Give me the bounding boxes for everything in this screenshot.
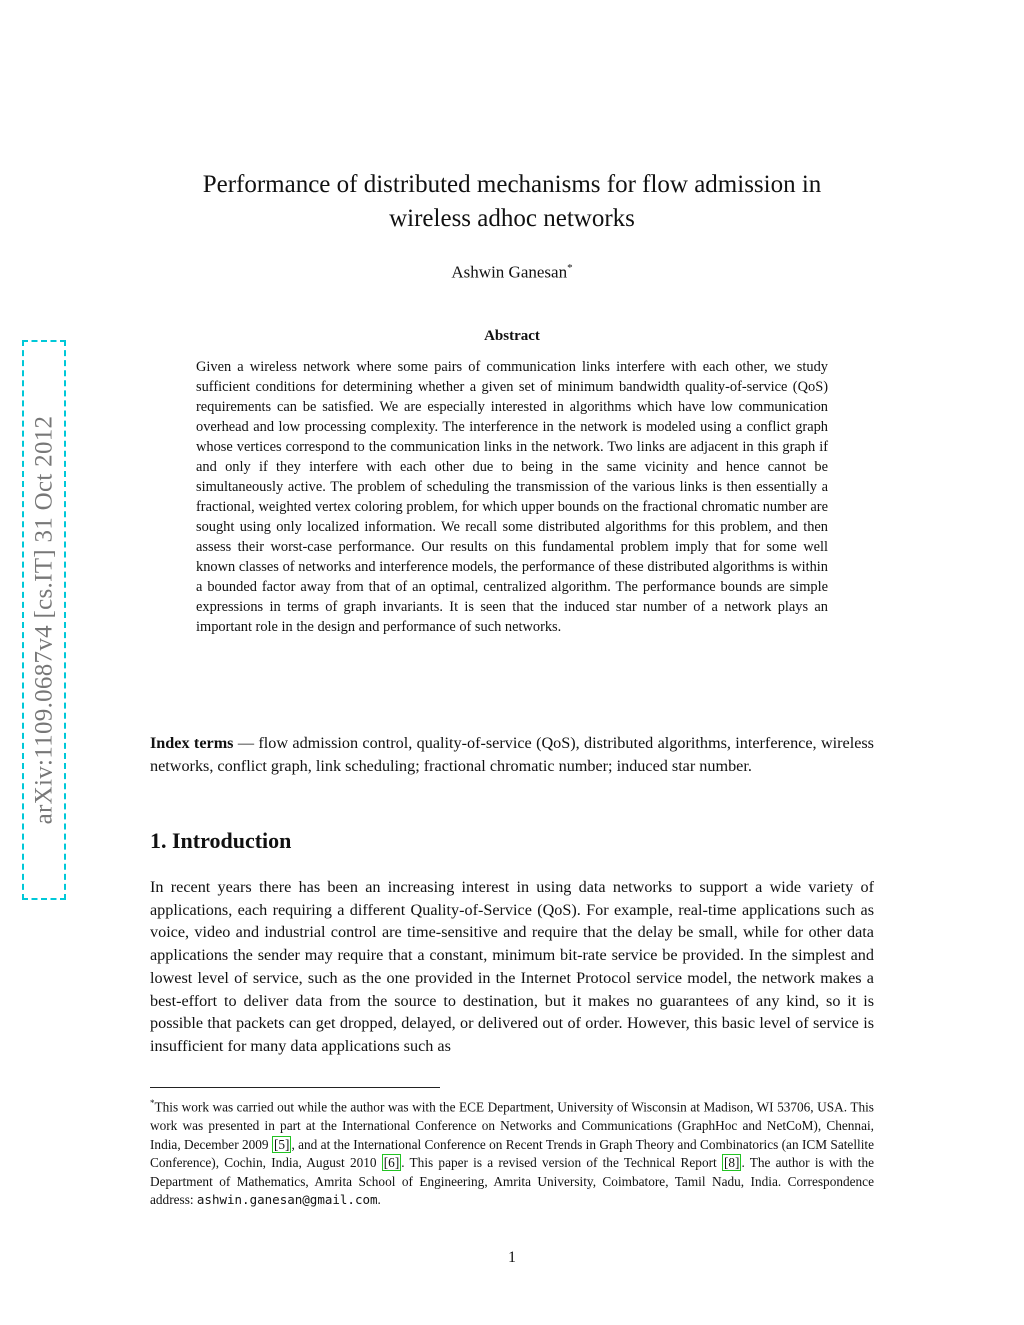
author-line	[150, 262, 874, 283]
introduction-text: In recent years there has been an increasing interest in using data networks to support a wide variety of applications, each requiring a different Quality-of-Service (QoS). For example, real-time applications such as voice, video and industrial control are time-sensitive and require that the delay be small, while for other data applications the sender may require that a constant, minimum bit-rate service be provided. In the simplest and lowest level of service, such as the one provided in the Internet Protocol service model, the network makes a best-effort to deliver data from the source to destination, but it makes no guarantees of any kind, so it is possible that packets can get dropped, delayed, or delivered out of order. However, this basic level of service is insufficient for many data applications such as	[150, 878, 874, 1055]
citation-link-6[interactable]: [6]	[383, 1155, 400, 1171]
index-terms-text: — flow admission control, quality-of-service (QoS), distributed algorithms, interference, wireless networks, conflict graph, link scheduling; fractional chromatic number; induced star number.	[150, 734, 874, 775]
email-address: ashwin.ganesan@gmail.com	[196, 1192, 378, 1208]
index-terms	[150, 732, 874, 777]
abstract-text: Given a wireless network where some pairs of communication links interfere with each other, we study sufficient conditions for determining whether a given set of minimum bandwidth quality-of-service (QoS) requirements can be satisfied. We are especially interested in algorithms which have low communication overhead and low processing complexity. The interference in the network is modeled using a conflict graph whose vertices correspond to the communication links in the network. Two links are adjacent in this graph if and only if they interfere with each other due to being in the same vicinity and hence cannot be simultaneously active. The problem of scheduling the transmission of the various links is then essentially a fractional, weighted vertex coloring problem, for which upper bounds on the fractional chromatic number are sought using only localized information. We recall some distributed algorithms for this problem, and then assess their worst-case performance. Our results on this fundamental problem imply that for some well known classes of networks and interference models, the performance of these distributed algorithms is within a bounded factor away from that of an optimal, centralized algorithm. The performance bounds are simple expressions in terms of graph invariants. It is seen that the induced star number of a network plays an important role in the design and performance of such networks.	[196, 359, 828, 635]
footnote-text-2: , and at the International Conference on Recent Trends in Graph Theory and Combinatorics (an ICM Satellite Conference), Cochin, India, August 2010	[150, 1136, 874, 1171]
footnote	[150, 1094, 874, 1210]
page-number: 1	[508, 1249, 516, 1266]
arxiv-identifier: arXiv:1109.0687v4 [cs.IT] 31 Oct 2012	[30, 415, 57, 825]
paper-title	[150, 168, 874, 236]
title-line-1: Performance of distributed mechanisms for flow admission in	[202, 171, 822, 198]
footnote-mark: *	[150, 1098, 155, 1108]
author-name: Ashwin Ganesan	[451, 262, 568, 282]
author-footnote-mark: *	[567, 262, 573, 274]
footnote-end: .	[377, 1192, 381, 1208]
index-terms-label: Index terms	[150, 734, 234, 752]
footnote-text-1: This work was carried out while the author was with the ECE Department, University of Wisconsin at Madison, WI 53706, USA. This work was presented in part at the International Conference on Networks and Communications (GraphHoc and NetCoM), Chennai, India, December 2009	[150, 1099, 874, 1152]
title-line-2: wireless adhoc networks	[389, 205, 635, 232]
arxiv-stamp	[22, 340, 66, 900]
footnote-text-3: . This paper is a revised version of the Technical Report	[401, 1155, 722, 1171]
abstract-heading: Abstract	[484, 328, 540, 344]
footnote-text-4: . The author is with the Department of Mathematics, Amrita School of Engineering, Amrita University, Coimbatore, Tamil Nadu, India. Correspondence address:	[150, 1155, 874, 1208]
citation-link-5[interactable]: [5]	[273, 1136, 290, 1152]
footnote-rule	[150, 1087, 440, 1088]
section-heading-introduction: 1. Introduction	[150, 828, 292, 853]
citation-link-8[interactable]: [8]	[723, 1155, 740, 1171]
